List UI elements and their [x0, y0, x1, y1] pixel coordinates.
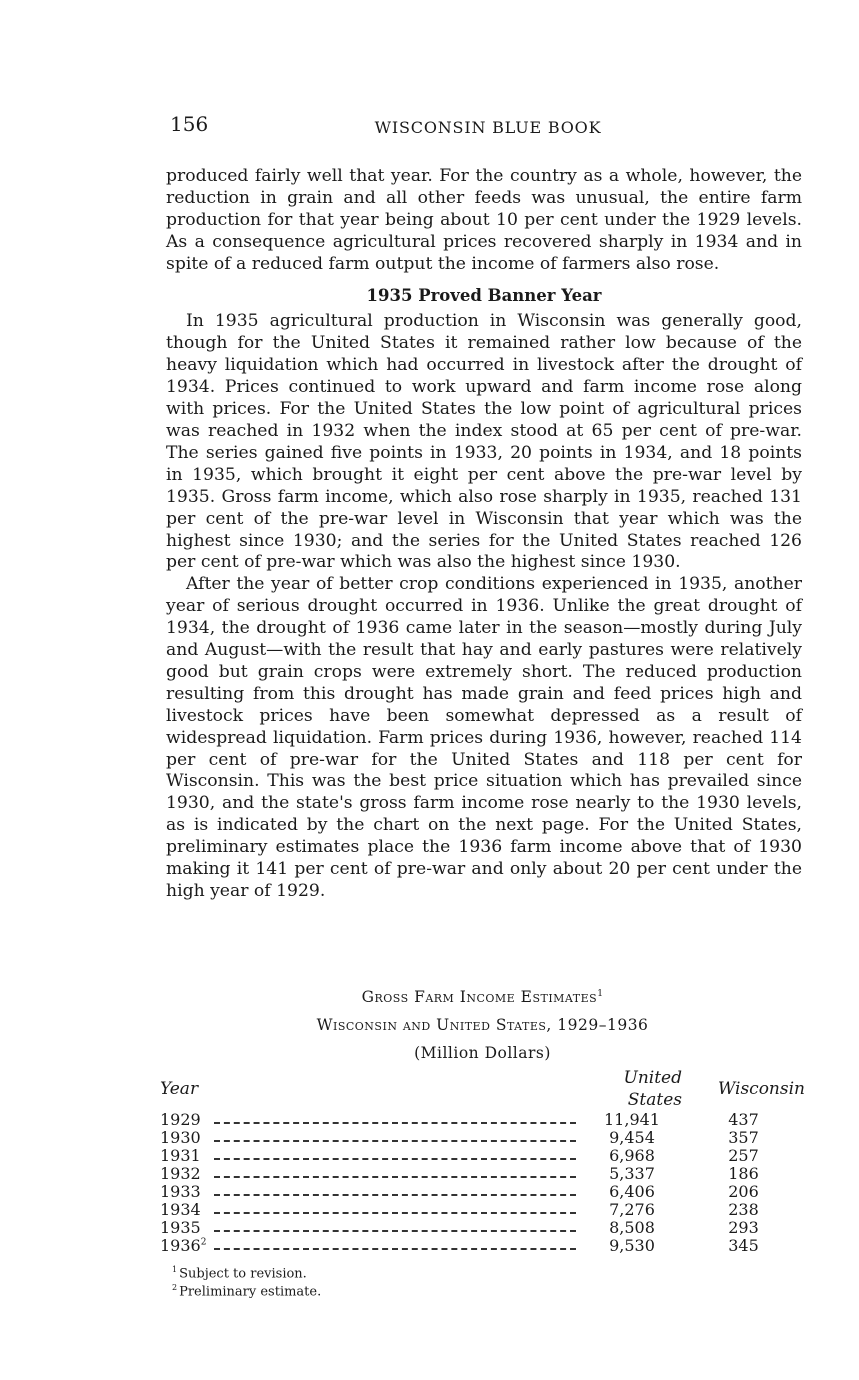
year-value: 1934 [160, 1200, 201, 1220]
year-value: 1933 [160, 1182, 201, 1202]
table-header-row [160, 1067, 805, 1111]
table-row [160, 1183, 805, 1201]
cell-year [160, 1147, 210, 1165]
table-unit: (Million Dollars) [414, 1044, 551, 1063]
table-row [160, 1237, 805, 1255]
cell-year [160, 1111, 210, 1129]
paragraph: In 1935 agricultural production in Wisconsin was generally good, though for the United States it remained rather low because of the heavy liquidation which had occurred in livestock after the drought of 1934. Prices continued to work upward and farm income rose along with prices. For the United States the low point of agricultural prices was reached in 1932 when the index stood at 65 per cent of pre-war. The series gained five points in 1933, 20 points in 1934, and 18 points in 1935, which brought it eight per cent above the pre-war level by 1935. Gross farm income, which also rose sharply in 1935, reached 131 per cent of the pre-war level in Wisconsin that year which was the highest since 1930; and the series for the United States reached 126 per cent of pre-war which was also the highest since 1930. [166, 311, 802, 573]
table-footnotes [172, 1263, 805, 1300]
footnote [172, 1263, 805, 1281]
cell-us: 6,406 [609, 1182, 655, 1202]
table-row [160, 1111, 805, 1129]
column-spacer [210, 1067, 582, 1111]
table-row [160, 1201, 805, 1219]
leader-dots [210, 1147, 582, 1165]
column-header-year: Year [160, 1079, 199, 1100]
leader-line [214, 1158, 576, 1160]
column-header-us: United States [623, 1068, 682, 1111]
income-table [160, 1067, 805, 1255]
leader-line [214, 1194, 576, 1196]
cell-us: 9,530 [609, 1236, 655, 1256]
table-title-text: Gross Farm Income Estimates [361, 988, 598, 1007]
table-body [160, 1111, 805, 1255]
leader-dots [210, 1237, 582, 1255]
cell-wi: 293 [728, 1218, 759, 1238]
paragraph-continued: produced fairly well that year. For the country as a whole, however, the reduction in grain and all other feeds was unusual, the entire farm production for that year being about 10 per cent under the 1929 levels. As a consequence agricultural prices recovered sharply in 1934 and in spite of a reduced farm output the income of farmers also rose. [166, 166, 802, 274]
cell-us: 5,337 [609, 1164, 655, 1184]
body-text [166, 166, 802, 903]
cell-year [160, 1237, 210, 1255]
table-row [160, 1147, 805, 1165]
footnote-text: Preliminary estimate. [179, 1284, 322, 1300]
footnote-mark: 1 [172, 1265, 178, 1275]
cell-year [160, 1165, 210, 1183]
year-value: 1936 [160, 1236, 201, 1256]
leader-line [214, 1176, 576, 1178]
cell-wi: 206 [728, 1182, 759, 1202]
year-value: 1932 [160, 1164, 201, 1184]
year-value: 1931 [160, 1146, 201, 1166]
leader-dots [210, 1129, 582, 1147]
table-row [160, 1129, 805, 1147]
running-title: WISCONSIN BLUE BOOK [374, 118, 602, 137]
cell-wi: 238 [728, 1200, 759, 1220]
footnote-text: Subject to revision. [179, 1266, 307, 1282]
cell-us: 11,941 [604, 1110, 660, 1130]
cell-us: 7,276 [609, 1200, 655, 1220]
page-number: 156 [170, 112, 209, 136]
cell-wi: 186 [728, 1164, 759, 1184]
year-value: 1929 [160, 1110, 201, 1130]
cell-wi: 345 [728, 1236, 759, 1256]
footnote-mark: 2 [172, 1283, 178, 1293]
leader-dots [210, 1219, 582, 1237]
cell-year [160, 1219, 210, 1237]
cell-year [160, 1129, 210, 1147]
cell-us: 8,508 [609, 1218, 655, 1238]
leader-dots [210, 1165, 582, 1183]
footnote [172, 1281, 805, 1299]
table-row [160, 1165, 805, 1183]
cell-wi: 257 [728, 1146, 759, 1166]
income-table-block [160, 980, 805, 1300]
table-row [160, 1219, 805, 1237]
table-subtitle: Wisconsin and United States, 1929–1936 [316, 1016, 649, 1035]
table-title [160, 980, 805, 1011]
leader-line [214, 1140, 576, 1142]
section-heading: 1935 Proved Banner Year [366, 285, 602, 305]
cell-wi: 437 [728, 1110, 759, 1130]
leader-line [214, 1212, 576, 1214]
year-value: 1930 [160, 1128, 201, 1148]
cell-wi: 357 [728, 1128, 759, 1148]
leader-line [214, 1122, 576, 1124]
footnote-ref: 1 [597, 989, 604, 999]
leader-dots [210, 1201, 582, 1219]
cell-year [160, 1201, 210, 1219]
cell-us: 6,968 [609, 1146, 655, 1166]
footnote-ref: 2 [200, 1237, 207, 1248]
leader-dots [210, 1183, 582, 1201]
cell-year [160, 1183, 210, 1201]
paragraph: After the year of better crop conditions experienced in 1935, another year of serious drought occurred in 1936. Unlike the great drought of 1934, the drought of 1936 came later in the season—mostly during July and August—with the result that hay and early pastures were relatively good but grain crops were extremely short. The reduced production resulting from this drought has made grain and feed prices high and livestock prices have been somewhat depressed as a result of widespread liquidation. Farm prices during 1936, however, reached 114 per cent of pre-war for the United States and 118 per cent for Wisconsin. This was the best price situation which has prevailed since 1930, and the state's gross farm income rose nearly to the 1930 levels, as is indicated by the chart on the next page. For the United States, preliminary estimates place the 1936 farm income above that of 1930 making it 141 per cent of pre-war and only about 20 per cent under the high year of 1929. [166, 574, 802, 901]
cell-us: 9,454 [609, 1128, 655, 1148]
column-header-wi: Wisconsin [717, 1079, 805, 1100]
page-header [170, 112, 806, 142]
leader-dots [210, 1111, 582, 1129]
year-value: 1935 [160, 1218, 201, 1238]
leader-line [214, 1230, 576, 1232]
leader-line [214, 1248, 576, 1250]
